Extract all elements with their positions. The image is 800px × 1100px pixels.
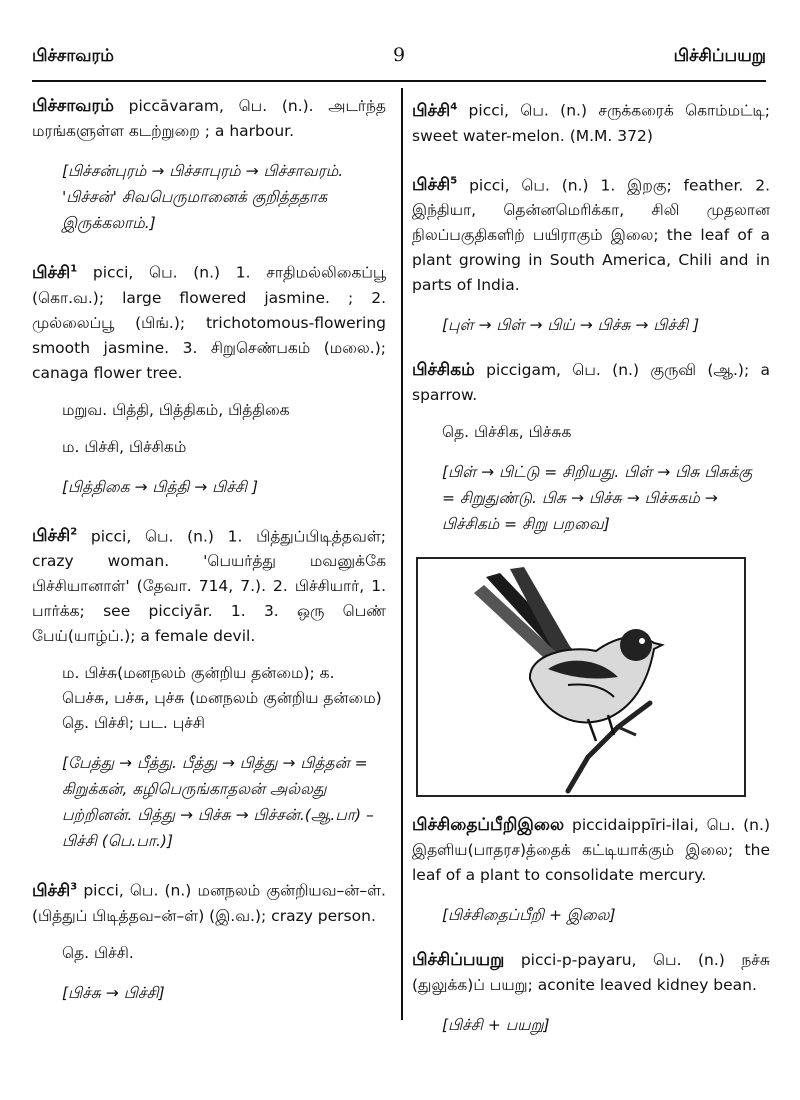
column-divider	[401, 88, 403, 1020]
entry-homonym-number: 4	[450, 101, 458, 112]
entry-headword: பிச்சி$^3$	[32, 880, 78, 901]
entry-homonym-number: 3	[70, 881, 78, 893]
entry-body	[412, 813, 770, 888]
entry-definition: picci, பெ. (n.) 1. பித்துப்பிடித்தவள்; crazy woman. 'பெயர்த்து மவனுக்கே பிச்சியானாள்' (தேவா. 714, 7.). 2. பிச்சியார், 1. பார்க்க; see picciyār. 1. 3. ஒரு பெண் பேய்(யாழ்ப்.); a female devil.	[32, 527, 386, 646]
entry-body	[412, 94, 770, 149]
dictionary-entry	[32, 256, 386, 500]
entry-etymology: [பிள் → பிட்டு = சிறியது. பிள் → பிசு பிசுக்கு = சிறுதுண்டு. பிசு → பிச்சு → பிச்சுகம் → பிச்சிகம் = சிறு பறவை]	[442, 463, 753, 534]
entry-cognates: தெ. பிச்சி.	[62, 943, 134, 962]
bird-icon	[418, 559, 744, 795]
entry-definition: piccidaippīri-ilai, பெ. (n.) இதளிய(பாதரச)த்தைக் கட்டியாக்கும் இலை; the leaf of a plant to consolidate mercury.	[412, 816, 770, 885]
entry-headword: பிச்சிப்பயறு	[412, 950, 505, 971]
entry-headword: பிச்சிதைப்பீறிஇலை	[412, 815, 565, 836]
entry-etymology: [பிச்சி + பயறு]	[442, 1016, 550, 1035]
entry-homonym-number: 5	[450, 175, 458, 187]
entry-definition: picci, பெ. (n.) 1. சாதிமல்லிகைப்பூ (கொ.வ.); large flowered jasmine. ; 2. முல்லைப்பூ (பிங்.); trichotomous-flowering smooth jasmine. 3. சிறுசெண்பகம் (மலை.); canaga flower tree.	[32, 263, 386, 382]
entry-etymology: [பேத்து → பீத்து. பீத்து → பித்து → பித்தன் = கிறுக்கன், கழிபெருங்காதலன் அல்லது பற்றினன். பித்து → பிச்சு → பிச்சன்.(ஆ.பா) –பிச்சி (பெ.பா.)]	[62, 754, 374, 851]
dictionary-entry	[412, 94, 770, 149]
entry-headword: பிச்சி$^5$	[412, 175, 458, 196]
entry-etymology: [பிச்சன்புரம் → பிச்சாபுரம் → பிச்சாவரம். 'பிச்சன்' சிவபெருமானைக் குறித்ததாக இருக்கலாம்.]	[62, 162, 344, 232]
entry-headword: பிச்சிகம்	[412, 360, 475, 381]
header-right-guide-word: பிச்சிப்பயறு	[673, 46, 766, 66]
entry-headword: பிச்சி$^2$	[32, 526, 78, 547]
entry-definition: picci, பெ. (n.) சருக்கரைக் கொம்மட்டி; sweet water-melon. (M.M. 372)	[412, 101, 770, 145]
dictionary-entry	[412, 948, 770, 1038]
entry-headword: பிச்சி$^1$	[32, 262, 78, 283]
entry-definition: picci, பெ. (n.) 1. இறகு; feather. 2. இந்தியா, தென்னமெரிக்கா, சிலி முதலான நிலப்பகுதிகளிற் பயிராகும் இலை; the leaf of a plant growing in South America, Chili and in parts of India.	[412, 176, 770, 295]
entry-body	[412, 948, 770, 998]
entry-cognates: ம. பிச்சி, பிச்சிகம்	[62, 437, 187, 456]
entry-etymology: [பித்திகை → பித்தி → பிச்சி ]	[62, 477, 259, 496]
header-left-guide-word: பிச்சாவரம்	[32, 46, 114, 66]
page-header	[32, 46, 766, 76]
entry-headword: பிச்சி$^4$	[412, 100, 458, 121]
entry-definition: picci, பெ. (n.) மனநலம் குன்றியவ–ன்–ள்.(பித்துப் பிடித்தவ–ன்–ள்) (இ.வ.); crazy person.	[32, 881, 386, 925]
entry-body	[412, 358, 770, 408]
entry-body	[412, 169, 770, 299]
entry-homonym-number: 2	[70, 526, 78, 538]
entry-definition: picci-p-payaru, பெ. (n.) நச்சு (துலுக்க)ப் பயறு; aconite leaved kidney bean.	[412, 951, 770, 995]
entry-etymology: [புள் → பிள் → பிய் → பிச்சு → பிச்சி ]	[442, 316, 700, 335]
entry-cognates: மறுவ. பித்தி, பித்திகம், பித்திகை	[62, 400, 290, 419]
bird-illustration-figure	[416, 557, 746, 797]
dictionary-entry	[412, 813, 770, 928]
entry-headword: பிச்சாவரம்	[32, 96, 114, 116]
dictionary-entry	[412, 358, 770, 537]
entry-body	[32, 874, 386, 929]
dictionary-entry	[32, 874, 386, 1006]
entry-definition: piccāvaram, பெ. (n.). அடர்ந்த மரங்களுள்ள கடற்றுறை ; a harbour.	[32, 97, 386, 140]
entry-definition: piccigam, பெ. (n.) குருவி (ஆ.); a sparrow.	[412, 361, 770, 405]
dictionary-entry	[32, 94, 386, 236]
entry-cognates: தெ. பிச்சிக, பிச்சுக	[442, 423, 572, 442]
page-number: 9	[392, 44, 406, 66]
dictionary-entry	[412, 169, 770, 339]
right-column	[412, 94, 770, 1058]
header-rule	[32, 80, 766, 82]
entry-etymology: [பிச்சிதைப்பீறி + இலை]	[442, 906, 616, 925]
entry-etymology: [பிச்சு → பிச்சி]	[62, 983, 165, 1002]
entry-body	[32, 256, 386, 386]
entry-body	[32, 94, 386, 144]
entry-homonym-number: 1	[70, 263, 78, 274]
left-column	[32, 94, 386, 1026]
entry-cognates: ம. பிச்சு(மனநலம் குன்றிய தன்மை); க. பெச்சு, பச்சு, புச்சு (மனநலம் குன்றிய தன்மை) தெ. பிச்சி; பட. புச்சி	[62, 664, 382, 733]
entry-body	[32, 520, 386, 650]
dictionary-entry	[32, 520, 386, 855]
